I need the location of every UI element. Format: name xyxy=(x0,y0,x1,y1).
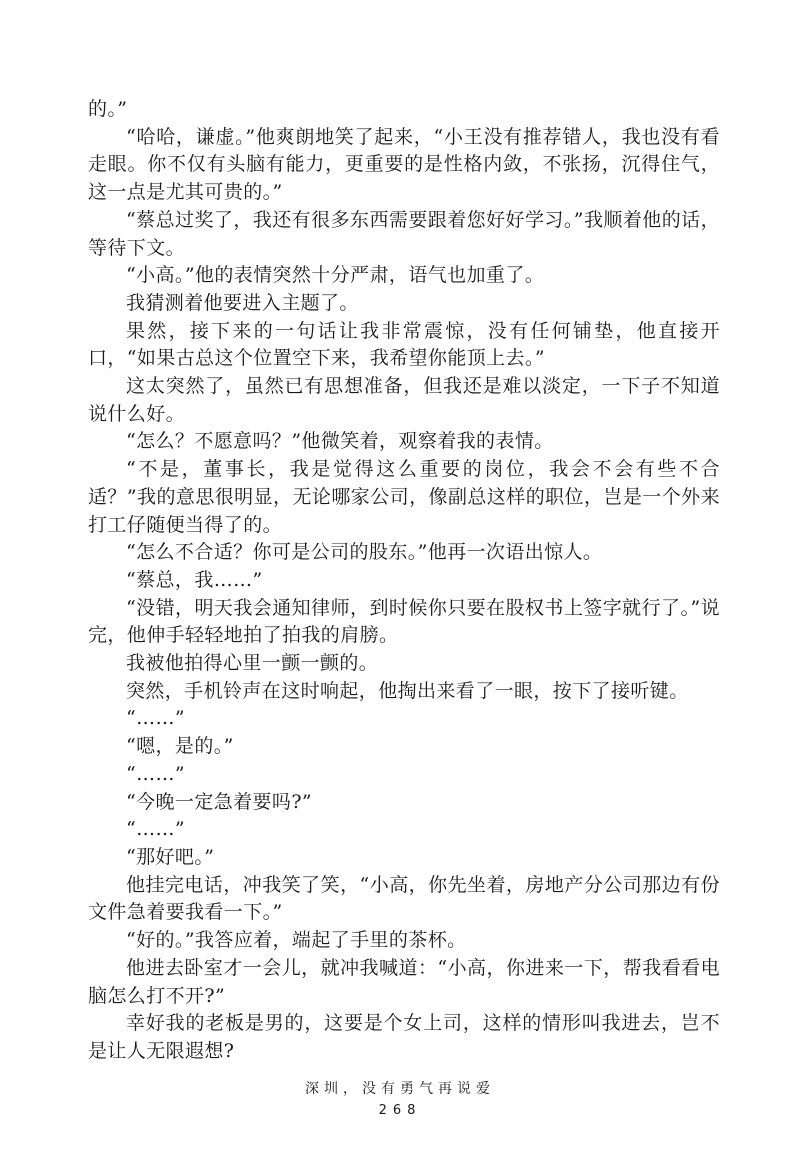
page-footer xyxy=(0,1079,800,1121)
paragraph: 的。” xyxy=(88,98,128,120)
page-body xyxy=(88,96,720,1066)
paragraph: “那好吧。” xyxy=(126,845,215,868)
paragraph: 我被他拍得心里一颤一颤的。 xyxy=(126,652,379,675)
paragraph: “蔡总过奖了，我还有很多东西需要跟着您好好学习。”我顺着他的话，等待下文。 xyxy=(88,208,720,259)
paragraph: 这太突然了，虽然已有思想准备，但我还是难以淡定，一下子不知道说什么好。 xyxy=(88,375,720,425)
paragraph: “没错，明天我会通知律师，到时候你只要在股权书上签字就行了。”说完，他伸手轻轻地拍了拍我的肩膀。 xyxy=(88,596,720,647)
paragraph: “怎么不合适？你可是公司的股东。”他再一次语出惊人。 xyxy=(126,541,603,564)
paragraph: “嗯，是的。” xyxy=(126,735,234,758)
paragraph: 我猜测着他要进入主题了。 xyxy=(126,291,359,314)
paragraph: 他进去卧室才一会儿，就冲我喊道：“小高，你进来一下，帮我看看电脑怎么打不开?” xyxy=(88,956,720,1007)
page-number: 268 xyxy=(378,1103,422,1118)
running-title: 深圳，没有勇气再说爱 xyxy=(305,1081,495,1097)
paragraph: 幸好我的老板是男的，这要是个女上司，这样的情形叫我进去，岂不是让人无限遐想? xyxy=(88,1012,720,1062)
paragraph: “不是，董事长，我是觉得这么重要的岗位，我会不会有些不合适？”我的意思很明显，无论哪家公司，像副总这样的职位，岂是一个外来打工仔随便当得了的。 xyxy=(88,458,720,536)
paragraph: “好的。”我答应着，端起了手里的茶杯。 xyxy=(126,929,467,952)
paragraph: “……” xyxy=(126,762,186,785)
paragraph: “哈哈，谦虚。”他爽朗地笑了起来，“小王没有推荐错人，我也没有看走眼。你不仅有头脑有能力，更重要的是性格内敛，不张扬，沉得住气，这一点是尤其可贵的。” xyxy=(88,125,720,204)
paragraph: “蔡总，我……” xyxy=(126,568,263,591)
paragraph: “……” xyxy=(126,707,186,730)
paragraph: “……” xyxy=(126,818,186,841)
paragraph: 果然，接下来的一句话让我非常震惊，没有任何铺垫，他直接开口，“如果古总这个位置空下来，我希望你能顶上去。” xyxy=(88,319,720,370)
paragraph: 他挂完电话，冲我笑了笑，“小高，你先坐着，房地产分公司那边有份文件急着要我看一下。” xyxy=(88,873,720,924)
paragraph: 突然，手机铃声在这时响起，他掏出来看了一眼，按下了接听键。 xyxy=(126,679,689,702)
paragraph: “怎么？不愿意吗？”他微笑着，观察着我的表情。 xyxy=(126,430,554,453)
paragraph: “小高。”他的表情突然十分严肃，语气也加重了。 xyxy=(126,264,545,287)
paragraph: “今晚一定急着要吗?” xyxy=(126,790,313,813)
